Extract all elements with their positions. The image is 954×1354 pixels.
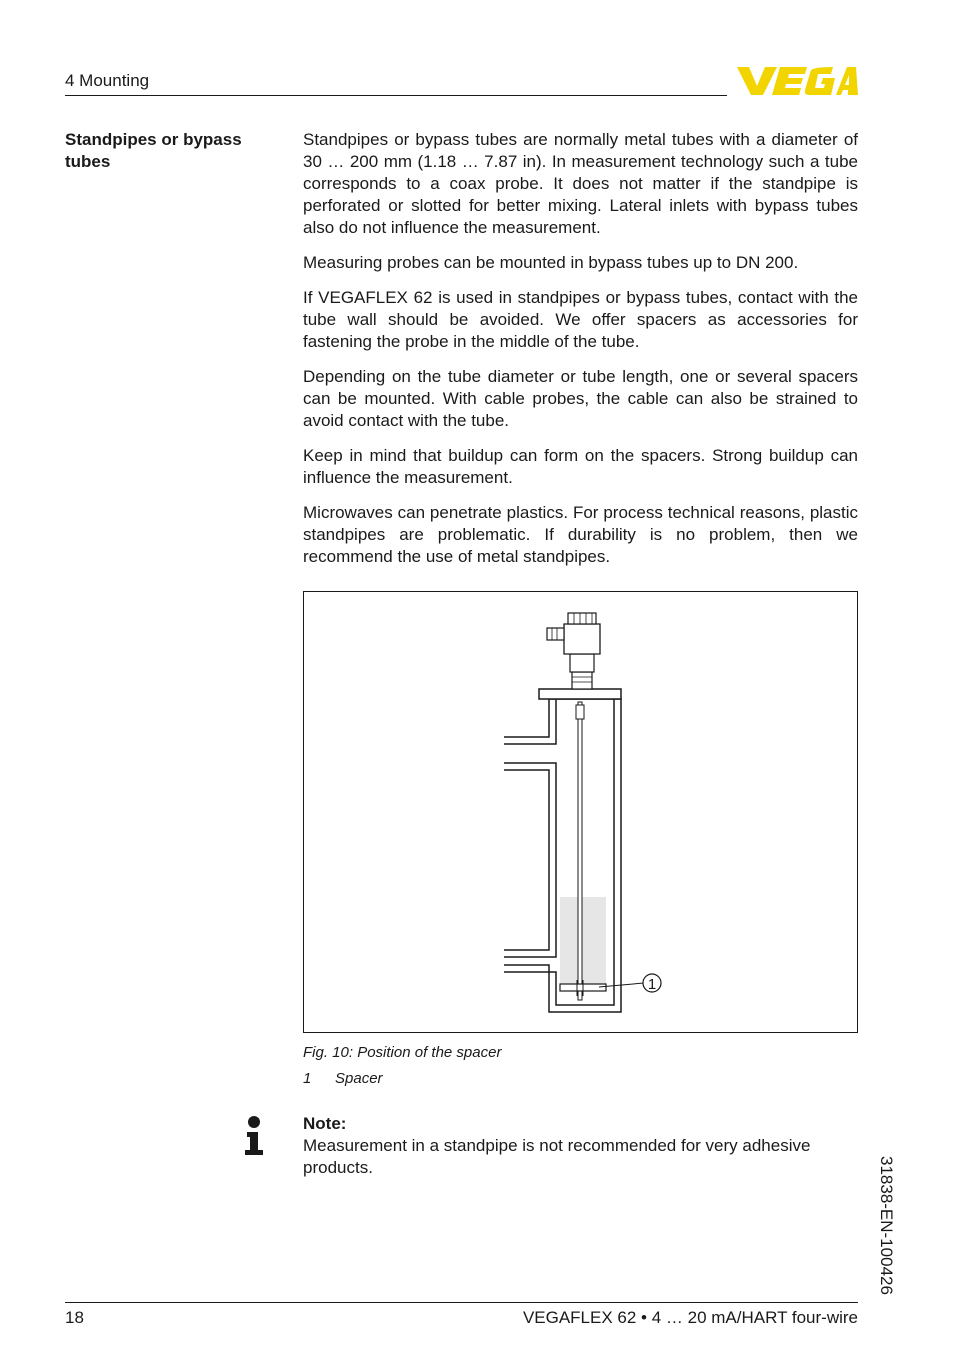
- paragraph: Microwaves can penetrate plastics. For process technical reasons, plastic standpipes are problematic. If durability is no problem, then we recommend the use of metal standpipes.: [303, 503, 858, 566]
- info-icon: [243, 1116, 265, 1156]
- callout-label: 1: [647, 976, 657, 993]
- figure-caption: Fig. 10: Position of the spacer: [303, 1044, 502, 1061]
- page-number: 18: [65, 1308, 84, 1327]
- vega-logo: [735, 64, 858, 98]
- note-text: Measurement in a standpipe is not recommended for very adhesive products.: [303, 1136, 811, 1177]
- footer-divider: [65, 1302, 858, 1303]
- document-id: [866, 1156, 906, 1306]
- footer-title: VEGAFLEX 62 • 4 … 20 mA/HART four-wire: [522, 1308, 858, 1327]
- note-title: Note:: [303, 1114, 347, 1133]
- paragraph: Depending on the tube diameter or tube length, one or several spacers can be mounted. With cable probes, the cable can also be strained to avoid contact with the tube.: [303, 367, 858, 430]
- standpipe-diagram: [304, 592, 857, 1032]
- header-section-title: 4 Mounting: [65, 71, 150, 90]
- header-divider: [65, 95, 727, 96]
- document-id-text: 31838-EN-100426: [877, 1156, 896, 1295]
- legend-label: Spacer: [335, 1070, 383, 1087]
- paragraph: Standpipes or bypass tubes are normally metal tubes with a diameter of 30 … 200 mm (1.18 … 7.87 in). In measurement technology such a tube corresponds to a coax probe. It does not matter if the standpipe is perforated or slotted for better mixing. Lateral inlets with bypass tubes also do not influence the measurement.: [303, 130, 858, 237]
- body-text: [303, 129, 858, 581]
- figure-frame: [303, 591, 858, 1033]
- liquid-fill: [560, 897, 606, 990]
- note-block: [303, 1113, 858, 1179]
- section-heading: Standpipes or bypass tubes: [65, 130, 242, 171]
- paragraph: Measuring probes can be mounted in bypass tubes up to DN 200.: [303, 253, 799, 272]
- paragraph: If VEGAFLEX 62 is used in standpipes or bypass tubes, contact with the tube wall should be avoided. We offer spacers as accessories for fastening the probe in the middle of the tube.: [303, 288, 858, 351]
- figure-legend-item: [303, 1070, 383, 1087]
- legend-number: 1: [303, 1070, 312, 1087]
- paragraph: Keep in mind that buildup can form on the spacers. Strong buildup can influence the measurement.: [303, 446, 858, 487]
